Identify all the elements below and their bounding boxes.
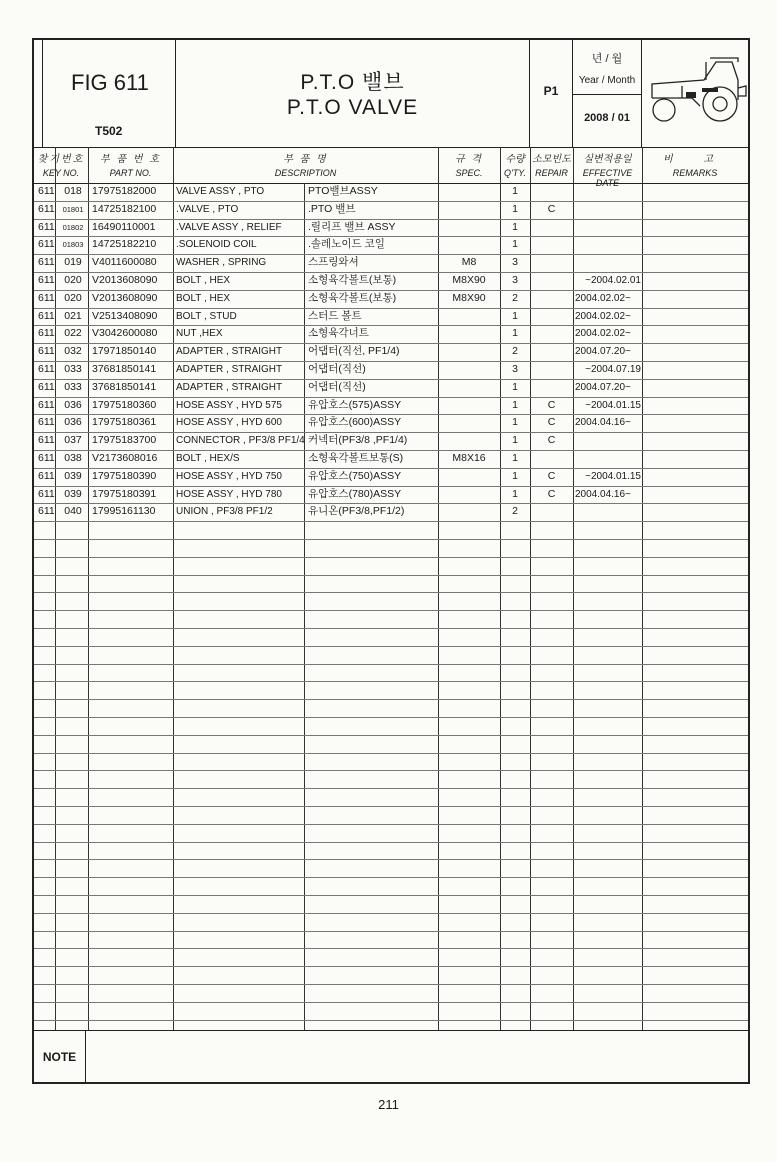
- description-ko: 유압호스(575)ASSY: [308, 398, 402, 411]
- description-ko: PTO밸브ASSY: [308, 185, 378, 197]
- repair-code: C: [547, 416, 556, 429]
- parts-list-sheet: [32, 38, 750, 1084]
- table-row: [34, 361, 748, 379]
- description-ko: 소형육각볼트(보통): [308, 291, 397, 304]
- description-en: HOSE ASSY , HYD 750: [176, 470, 282, 482]
- title-cell: [176, 40, 530, 147]
- effective-date: ~2004.07.19: [585, 364, 641, 375]
- fig-number: 611: [38, 291, 55, 304]
- part-number: 14725182100: [92, 202, 157, 215]
- note-label: NOTE: [34, 1031, 86, 1083]
- page-code: P1: [543, 84, 559, 98]
- part-number: 17971850140: [92, 345, 157, 358]
- quantity: 1: [512, 434, 518, 447]
- description-ko: 어댑터(직선): [308, 380, 366, 393]
- fig-number: 611: [38, 363, 55, 375]
- key-number: 020: [64, 291, 82, 304]
- title-korean: P.T.O 밸브: [300, 71, 405, 94]
- figure-cell: [42, 40, 176, 147]
- col-part-no: 부 품 번 호 PART NO.: [100, 154, 161, 178]
- description-en: .SOLENOID COIL: [176, 239, 257, 251]
- description-en: NUT ,HEX: [176, 328, 223, 340]
- quantity: 2: [512, 291, 518, 304]
- key-number: 01802: [62, 222, 84, 232]
- quantity: 1: [512, 416, 518, 429]
- part-number: 16490110001: [92, 220, 156, 233]
- col-description: 부 품 명 DESCRIPTION: [274, 154, 337, 178]
- description-en: UNION , PF3/8 PF1/2: [176, 506, 273, 518]
- table-row: [34, 201, 748, 219]
- key-number: 036: [64, 416, 82, 429]
- part-number: V2013608090: [92, 274, 158, 286]
- effective-date: 2004.04.16~: [575, 417, 631, 429]
- description-ko: 유압호스(600)ASSY: [308, 416, 402, 429]
- quantity: 1: [512, 469, 518, 482]
- description-en: ADAPTER , STRAIGHT: [176, 346, 283, 358]
- issue-date: 2008 / 01: [584, 112, 630, 124]
- table-row: [34, 254, 748, 272]
- description-en: ADAPTER , STRAIGHT: [176, 364, 283, 375]
- spec: M8X16: [452, 452, 486, 464]
- key-number: 020: [64, 274, 82, 286]
- effective-date: ~2004.02.01: [585, 275, 641, 286]
- effective-date: 2004.07.20~: [575, 346, 631, 358]
- part-number: V3042600080: [92, 327, 158, 340]
- description-en: BOLT , HEX: [176, 275, 231, 286]
- table-row: [34, 432, 748, 450]
- quantity: 3: [512, 363, 518, 375]
- key-number: 037: [64, 434, 82, 447]
- description-ko: .솔레노이드 코일: [308, 238, 385, 251]
- part-number: 17975180360: [92, 398, 157, 411]
- quantity: 2: [512, 505, 518, 518]
- part-number: 17975180361: [92, 416, 157, 429]
- repair-code: C: [547, 487, 556, 500]
- part-number: 14725182210: [92, 238, 157, 251]
- description-ko: 유압호스(780)ASSY: [308, 487, 402, 500]
- key-number: 033: [64, 363, 82, 375]
- quantity: 1: [512, 487, 518, 500]
- page-code-cell: [530, 40, 573, 147]
- description-en: VALVE ASSY , PTO: [176, 186, 265, 197]
- effective-date: ~2004.01.15: [585, 470, 641, 482]
- repair-code: C: [547, 202, 556, 215]
- repair-code: C: [547, 469, 556, 482]
- fig-number: 611: [38, 202, 55, 215]
- description-ko: 소형육각볼트보통(S): [308, 452, 404, 464]
- description-en: ADAPTER , STRAIGHT: [176, 381, 283, 393]
- key-number: 032: [64, 345, 82, 358]
- repair-code: C: [547, 398, 556, 411]
- part-number: V2173608016: [92, 452, 158, 464]
- table-row: [34, 503, 748, 521]
- col-remarks: 비 고 REMARKS: [662, 154, 728, 178]
- table-row: [34, 290, 748, 308]
- description-ko: 스프링와셔: [308, 256, 359, 269]
- fig-number: 611: [38, 327, 55, 340]
- fig-number: 611: [38, 220, 55, 233]
- effective-date: 2004.04.16~: [575, 488, 631, 500]
- table-row: [34, 236, 748, 254]
- key-number: 040: [64, 505, 82, 518]
- quantity: 1: [512, 202, 518, 215]
- description-ko: 커넥터(PF3/8 ,PF1/4): [308, 434, 408, 447]
- part-number: V2013608090: [92, 291, 158, 304]
- key-number: 019: [64, 256, 82, 269]
- description-en: HOSE ASSY , HYD 780: [176, 488, 282, 500]
- part-number: 17975180391: [92, 487, 157, 500]
- quantity: 1: [512, 309, 518, 322]
- effective-date: ~2004.01.15: [585, 399, 641, 411]
- key-number: 021: [64, 309, 82, 322]
- description-en: BOLT , HEX: [176, 292, 231, 304]
- table-row: [34, 219, 748, 237]
- key-number: 038: [64, 452, 82, 464]
- description-en: BOLT , STUD: [176, 310, 237, 322]
- spec: M8: [461, 256, 477, 269]
- year-month-en: Year / Month: [578, 75, 636, 86]
- title-english: P.T.O VALVE: [286, 96, 419, 119]
- effective-date: 2004.02.02~: [575, 328, 631, 340]
- sheet-header: [34, 40, 748, 148]
- description-en: WASHER , SPRING: [176, 257, 267, 269]
- fig-number: 611: [38, 345, 55, 358]
- spec: M8X90: [452, 274, 486, 286]
- col-effective-date: 실변적용일 EFFECTIVE DATE: [582, 154, 633, 188]
- year-month-cell: [573, 40, 642, 147]
- key-number: 036: [64, 398, 82, 411]
- col-repair: 소모빈도 REPAIR: [532, 154, 571, 178]
- part-number: 17975182000: [92, 185, 157, 197]
- description-en: .VALVE , PTO: [176, 203, 239, 215]
- repair-code: C: [547, 434, 556, 447]
- note-section: [34, 1030, 748, 1083]
- fig-number: 611: [38, 487, 55, 500]
- fig-number: 611: [38, 469, 55, 482]
- quantity: 3: [512, 274, 518, 286]
- tractor-icon: [642, 40, 748, 147]
- key-number: 033: [64, 380, 82, 393]
- table-row: [34, 272, 748, 290]
- description-ko: 소형육각볼트(보통): [308, 274, 397, 286]
- key-number: 01803: [62, 240, 84, 250]
- effective-date: 2004.02.02~: [575, 310, 631, 322]
- key-number: 018: [64, 185, 82, 197]
- effective-date: 2004.07.20~: [575, 381, 631, 393]
- table-row: [34, 468, 748, 486]
- table-row: [34, 414, 748, 432]
- fig-number: 611: [38, 274, 55, 286]
- col-spec: 규 격 SPEC.: [454, 154, 484, 178]
- description-ko: 유압호스(750)ASSY: [308, 469, 402, 482]
- part-number: 37681850141: [92, 363, 157, 375]
- table-row: [34, 486, 748, 504]
- quantity: 1: [512, 380, 518, 393]
- fig-number: 611: [38, 185, 55, 197]
- table-row: [34, 379, 748, 397]
- description-ko: 어댑터(직선): [308, 363, 366, 375]
- description-ko: 스터드 볼트: [308, 309, 362, 322]
- table-row: [34, 343, 748, 361]
- quantity: 1: [512, 327, 518, 340]
- quantity: 1: [512, 220, 518, 233]
- table-row: [34, 397, 748, 415]
- table-row: [34, 325, 748, 343]
- quantity: 1: [512, 238, 518, 251]
- description-en: .VALVE ASSY , RELIEF: [176, 221, 282, 233]
- quantity: 1: [512, 398, 518, 411]
- description-ko: 소형육각너트: [308, 327, 369, 340]
- description-ko: 유니온(PF3/8,PF1/2): [308, 505, 405, 518]
- year-month-ko: 년 / 월: [591, 53, 623, 65]
- quantity: 1: [512, 452, 518, 464]
- quantity: 1: [512, 185, 518, 197]
- part-number: V4011600080: [92, 256, 157, 269]
- quantity: 2: [512, 345, 518, 358]
- description-en: CONNECTOR , PF3/8 PF1/4: [176, 435, 305, 447]
- quantity: 3: [512, 256, 518, 269]
- description-en: HOSE ASSY , HYD 575: [176, 399, 282, 411]
- fig-number: 611: [38, 238, 55, 251]
- key-number: 039: [64, 469, 82, 482]
- fig-number: 611: [38, 398, 55, 411]
- part-number: 17975180390: [92, 469, 157, 482]
- description-en: BOLT , HEX/S: [176, 453, 240, 464]
- description-ko: .PTO 밸브: [308, 202, 356, 215]
- description-ko: .릴리프 밸브 ASSY: [308, 220, 396, 233]
- table-row: [34, 308, 748, 326]
- description-en: HOSE ASSY , HYD 600: [176, 417, 282, 429]
- page-number: 211: [378, 1097, 399, 1112]
- part-number: 17975183700: [92, 434, 157, 447]
- spec: M8X90: [452, 291, 486, 304]
- fig-number: 611: [38, 309, 55, 322]
- table-row: [34, 183, 748, 201]
- fig-number: 611: [38, 505, 55, 518]
- effective-date: 2004.02.02~: [575, 292, 631, 304]
- key-number: 01801: [62, 204, 84, 214]
- part-number: 37681850141: [92, 380, 157, 393]
- table-row: [34, 450, 748, 468]
- fig-number: 611: [38, 434, 55, 447]
- key-number: 039: [64, 487, 82, 500]
- key-number: 022: [64, 327, 82, 340]
- model-code: T502: [95, 124, 123, 138]
- part-number: 17995161130: [92, 505, 156, 518]
- fig-number: 611: [38, 256, 55, 269]
- table-header: [34, 147, 748, 188]
- figure-label: FIG 611: [71, 70, 149, 95]
- part-number: V2513408090: [92, 309, 158, 322]
- fig-number: 611: [38, 380, 55, 393]
- fig-number: 611: [38, 416, 55, 429]
- description-ko: 어댑터(직선, PF1/4): [308, 345, 400, 358]
- fig-number: 611: [38, 452, 55, 464]
- col-key-no: 찾기번호 KEY NO.: [37, 154, 85, 178]
- col-qty: 수량 Q'TY.: [504, 154, 526, 178]
